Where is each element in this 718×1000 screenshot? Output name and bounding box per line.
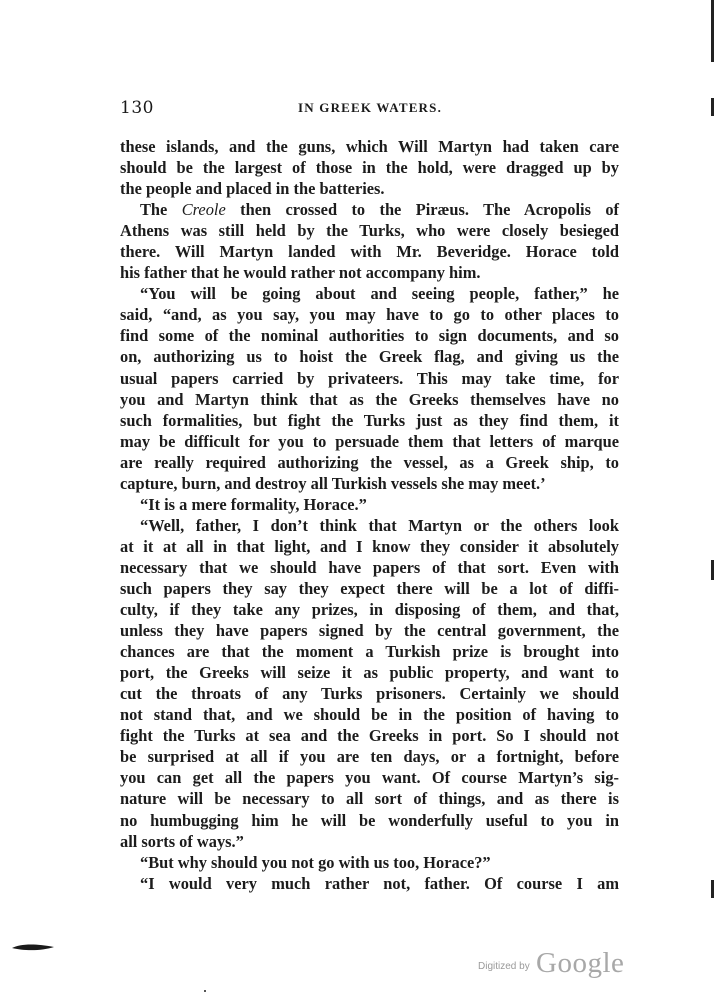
scan-edge-mark [711,0,714,62]
text-line: The Creole then crossed to the Piræus. The Acropolis of [140,200,619,220]
text-line: no humbugging him he will be wonderfully useful to you in [120,810,619,830]
text-line: the people and placed in the batteries. [120,179,385,199]
text-line: unless they have papers signed by the central government, the [120,621,619,641]
text-line: Athens was still held by the Turks, who were closely besieged [120,221,619,241]
text-line: “It is a mere formality, Horace.” [140,494,367,514]
scan-smudge-mark [12,943,54,952]
text-line: nature will be necessary to all sort of things, and as there is [120,789,619,809]
text-line: “Well, father, I don’t think that Martyn or the others look [140,515,619,535]
scan-edge-mark [711,880,714,898]
text-line: “I would very much rather not, father. Of course I am [140,873,619,893]
text-line: such formalities, but fight the Turks just as they find them, it [120,410,619,430]
text-line: capture, burn, and destroy all Turkish vessels she may meet.’ [120,473,546,493]
page-header [120,98,620,122]
google-watermark [470,947,630,987]
text-line: “But why should you not go with us too, Horace?” [140,852,491,872]
text-line: are really required authorizing the vessel, as a Greek ship, to [120,452,619,472]
text-line: such papers they say they expect there will be a lot of diffi- [120,578,619,598]
scan-edge-mark [711,98,714,116]
text-line: you and Martyn think that as the Greeks themselves have no [120,389,619,409]
text-line: usual papers carried by privateers. This may take time, for [120,368,619,388]
text-line: port, the Greeks will seize it as public property, and want to [120,663,619,683]
text-line: should be the largest of those in the hold, were dragged up by [120,158,619,178]
scan-edge-mark [711,560,714,580]
text-line: said, “and, as you say, you may have to go to other places to [120,305,619,325]
text-line: may be difficult for you to persuade them that letters of marque [120,431,619,451]
page-number: 130 [120,98,154,118]
text-line: chances are that the moment a Turkish prize is brought into [120,642,619,662]
text-line: you can get all the papers you want. Of course Martyn’s sig- [120,768,619,788]
text-line: culty, if they take any prizes, in disposing of them, and that, [120,600,619,620]
text-line: fight the Turks at sea and the Greeks in port. So I should not [120,726,619,746]
watermark-google-logo: Google [536,947,625,979]
text-line: necessary that we should have papers of that sort. Even with [120,557,619,577]
body-text [120,136,619,894]
text-line: these islands, and the guns, which Will Martyn had taken care [120,137,619,156]
ship-name-italic: Creole [181,200,226,220]
watermark-digitized-text: Digitized by [478,961,530,972]
text-line: all sorts of ways.” [120,831,244,851]
text-line: there. Will Martyn landed with Mr. Beveridge. Horace told [120,242,619,262]
text-line: be surprised at all if you are ten days, or a fortnight, before [120,747,619,767]
text-line: find some of the nominal authorities to sign documents, and so [120,326,619,346]
text-line: on, authorizing us to hoist the Greek flag, and giving us the [120,347,619,367]
text-line: cut the throats of any Turks prisoners. Certainly we should [120,684,619,704]
text-line: not stand that, and we should be in the position of having to [120,705,619,725]
text-line: at it at all in that light, and I know they consider it absolutely [120,536,619,556]
running-head: IN GREEK WATERS. [297,100,443,115]
text-line: his father that he would rather not accompany him. [120,263,481,283]
scan-dot-mark [204,990,206,992]
text-line: “You will be going about and seeing people, father,” he [140,284,619,304]
